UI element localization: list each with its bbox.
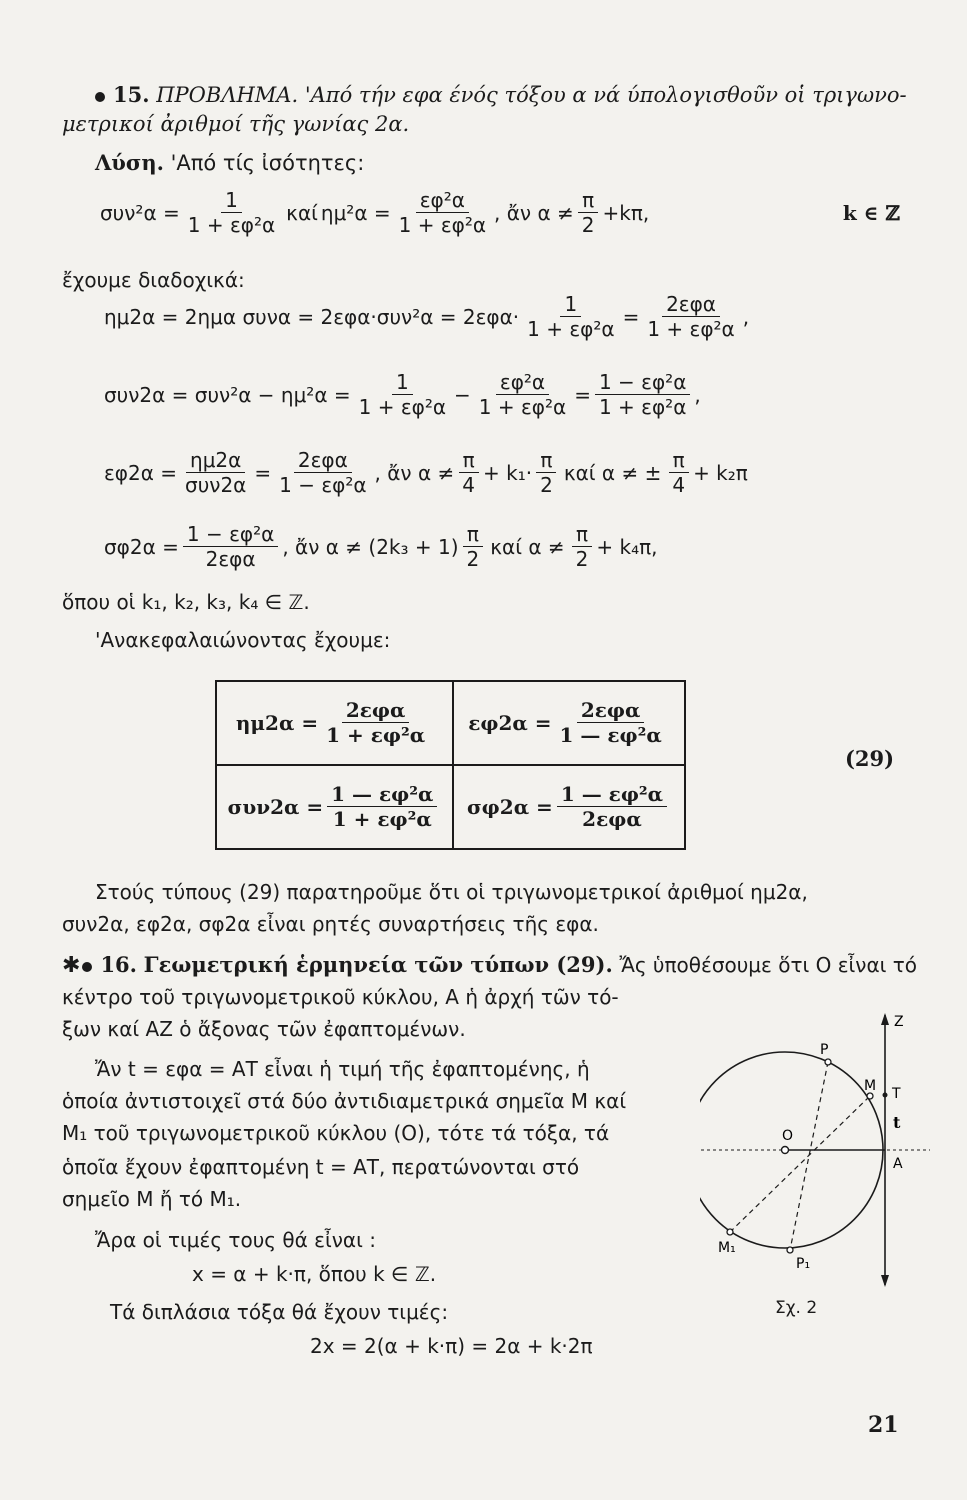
eq4-eq: =: [254, 461, 272, 485]
p2-line3: Μ₁ τοῦ τριγωνομετρικοῦ κύκλου (Ο), τότε τά τόξα, τά: [62, 1121, 610, 1145]
point-P1: [787, 1247, 793, 1253]
eq3-frac3: $\frac{\text{1 − εφ²α}}{\text{1 + εφ²α}}$: [595, 370, 690, 420]
eq4-k2: + k₂π: [693, 461, 748, 485]
eq3-minus: −: [454, 383, 471, 407]
solution-label: Λύση.: [95, 150, 164, 175]
have-successively: ἔχουμε διαδοχικά:: [62, 268, 245, 292]
star-icon: ✱: [62, 953, 81, 978]
eq4-a: εφ2α =: [104, 461, 178, 485]
axis-arrow-down-icon: [881, 1275, 889, 1287]
section16-line1: Ἄς ὑποθέσουμε ὅτι Ο εἶναι τό: [619, 953, 918, 977]
axis-arrow-up-icon: [881, 1013, 889, 1025]
eq5-frac2: $\frac{\pi}{2}$: [463, 522, 484, 572]
problem-number: 15.: [113, 82, 150, 107]
point-M1: [727, 1229, 733, 1235]
figure-caption: Σχ. 2: [775, 1298, 818, 1318]
equation-1: [100, 188, 900, 238]
point-O: [782, 1147, 789, 1154]
label-t: t: [893, 1113, 901, 1132]
formula-box: [215, 680, 686, 850]
eq5-frac3: $\frac{\pi}{2}$: [572, 522, 593, 572]
eq1-lhs: συν²α =: [100, 201, 180, 225]
eq3-a: συν2α = συν²α − ημ²α =: [104, 383, 351, 407]
eq4-frac4: $\frac{\pi}{2}$: [536, 448, 557, 498]
box-cell-tan2a: εφ2α = $\frac{\text{2εφα}}{\text{1 — εφ²α}}$: [453, 681, 685, 765]
eq5-and: καί α ≠: [490, 535, 565, 559]
section-16-heading: [62, 952, 917, 978]
eq4-frac1: $\frac{\eta\mu 2\alpha}{\text{συν2α}}$: [185, 448, 247, 497]
eq4-cond: , ἄν α ≠: [374, 461, 455, 485]
formula-table: [215, 680, 686, 850]
eq3-frac1: $\frac{1}{\text{1 + εφ²α}}$: [358, 370, 447, 419]
label-A: A: [893, 1156, 903, 1172]
problem-15-heading: [95, 82, 907, 107]
p3-eq: x = α + k·π, ὅπου k ∈ ℤ.: [192, 1262, 437, 1286]
section-title: Γεωμετρική ἑρμηνεία τῶν τύπων (29).: [143, 952, 613, 977]
equation-2: [104, 292, 749, 342]
eq1-frac2: $\frac{\text{εφ²α}}{\text{1 + εφ²α}}$: [398, 188, 487, 237]
p2-line4: ὁποῖα ἔχουν ἐφαπτομένη t = ΑΤ, περατώνονται στό: [62, 1155, 580, 1179]
eq2-frac2: $\frac{\text{2εφα}}{\text{1 + εφ²α}}$: [647, 292, 735, 341]
eq2-end: ,: [742, 305, 750, 329]
box-cell-sin2a: ημ2α = $\frac{\text{2εφα}}{\text{1 + εφ²α}}$: [216, 681, 453, 765]
eq2-a: ημ2α = 2ημα συνα = 2εφα·συν²α = 2εφα·: [104, 305, 520, 329]
p2-line5: σημεῖο Μ ἤ τό Μ₁.: [62, 1187, 242, 1211]
summary-line: 'Ανακεφαλαιώνοντας ἔχουμε:: [95, 628, 391, 652]
eq1-frac3: $\frac{\pi}{2}$: [578, 188, 599, 238]
label-O: O: [782, 1128, 794, 1144]
label-P: P: [820, 1042, 829, 1058]
eq3-end: ,: [694, 383, 701, 407]
eq4-frac5: $\frac{\pi}{4}$: [668, 448, 689, 498]
eq5-frac1: $\frac{\text{1 − εφ²α}}{\text{2εφα}}$: [183, 522, 278, 572]
where-k: ὅπου οἱ k₁, k₂, k₃, k₄ ∈ ℤ.: [62, 590, 310, 614]
problem-statement-2: μετρικοί ἀριθμοί τῆς γωνίας 2α.: [62, 112, 410, 136]
label-P1: P₁: [796, 1256, 811, 1272]
p2-line2: ὁποία ἀντιστοιχεῖ στά δύο ἀντιδιαμετρικά σημεῖα Μ καί: [62, 1089, 627, 1113]
page-number: 21: [868, 1412, 899, 1438]
eq4-frac2: $\frac{\text{2εφα}}{\text{1 − εφ²α}}$: [279, 448, 367, 497]
formula-label: (29): [845, 746, 895, 771]
eq1-k: k ∈ ℤ: [842, 201, 900, 225]
eq5-k4: + k₄π,: [596, 535, 658, 559]
eq1-frac1: $\frac{1}{\text{1 + εφ²α}}$: [187, 188, 276, 237]
problem-title: ΠΡΟΒΛΗΜΑ.: [156, 83, 299, 107]
p4-line1: Τά διπλάσια τόξα θά ἔχουν τιμές:: [110, 1300, 449, 1324]
solution-intro: 'Από τίς ἰσότητες:: [170, 151, 365, 175]
label-T: T: [892, 1086, 901, 1102]
p4-eq: 2x = 2(α + k·π) = 2α + k·2π: [310, 1334, 593, 1358]
p3-line1: Ἄρα οἱ τιμές τους θά εἶναι :: [95, 1228, 376, 1252]
eq2-eq: =: [622, 305, 640, 329]
bullet-icon-2: [82, 962, 92, 972]
para29-line1: Στούς τύπους (29) παρατηροῦμε ὅτι οἱ τριγωνομετρικοί ἀριθμοί ημ2α,: [95, 880, 808, 904]
bullet-icon: [95, 92, 105, 102]
eq2-frac1: $\frac{1}{\text{1 + εφ²α}}$: [527, 292, 615, 341]
eq4-and: καί α ≠ ±: [563, 461, 662, 485]
problem-statement-1: 'Από τήν εφα ένός τόξου α νά ύπολογισθοῦν οἱ τριγωνο-: [304, 83, 907, 107]
section-number: 16.: [100, 952, 137, 977]
eq1-and: καί: [286, 201, 318, 225]
section16-line2: κέντρο τοῦ τριγωνομετρικοῦ κύκλου, Α ἡ ἀρχή τῶν τό-: [62, 985, 619, 1009]
eq1-lhs2: ημ²α =: [320, 201, 391, 225]
label-Z: Z: [894, 1014, 904, 1030]
eq3-eq: =: [574, 383, 591, 407]
box-cell-cos2a: συν2α = $\frac{\text{1 — εφ²α}}{\text{1 + εφ²α}}$: [216, 765, 453, 849]
trig-circle-figure: [700, 1010, 930, 1300]
equation-5: [104, 522, 658, 572]
eq5-a: σφ2α =: [104, 535, 179, 559]
para29-line2: συν2α, εφ2α, σφ2α εἶναι ρητές συναρτήσεις τῆς εφα.: [62, 912, 599, 936]
label-M: M: [864, 1078, 877, 1094]
section16-line3: ξων καί ΑΖ ὁ ἄξονας τῶν ἐφαπτομένων.: [62, 1017, 466, 1041]
equation-4: [104, 448, 748, 498]
eq4-k1: + k₁·: [483, 461, 533, 485]
point-P: [825, 1059, 831, 1065]
eq1-kpi: +kπ,: [602, 201, 650, 225]
eq4-frac3: $\frac{\pi}{4}$: [458, 448, 479, 498]
diameter-M-M1: [730, 1096, 870, 1232]
label-M1: M₁: [718, 1240, 736, 1256]
equation-3: [104, 370, 701, 420]
box-cell-cot2a: σφ2α = $\frac{\text{1 — εφ²α}}{\text{2εφα}}$: [453, 765, 685, 849]
p2-line1: Ἄν t = εφα = ΑΤ εἶναι ἡ τιμή τῆς ἐφαπτομένης, ἡ: [95, 1057, 590, 1081]
solution-line: [95, 150, 364, 175]
eq1-cond: , ἄν α ≠: [494, 201, 574, 225]
eq3-frac2: $\frac{\text{εφ²α}}{\text{1 + εφ²α}}$: [478, 370, 567, 419]
point-T: [883, 1093, 888, 1098]
eq5-cond: , ἄν α ≠ (2k₃ + 1): [282, 535, 459, 559]
